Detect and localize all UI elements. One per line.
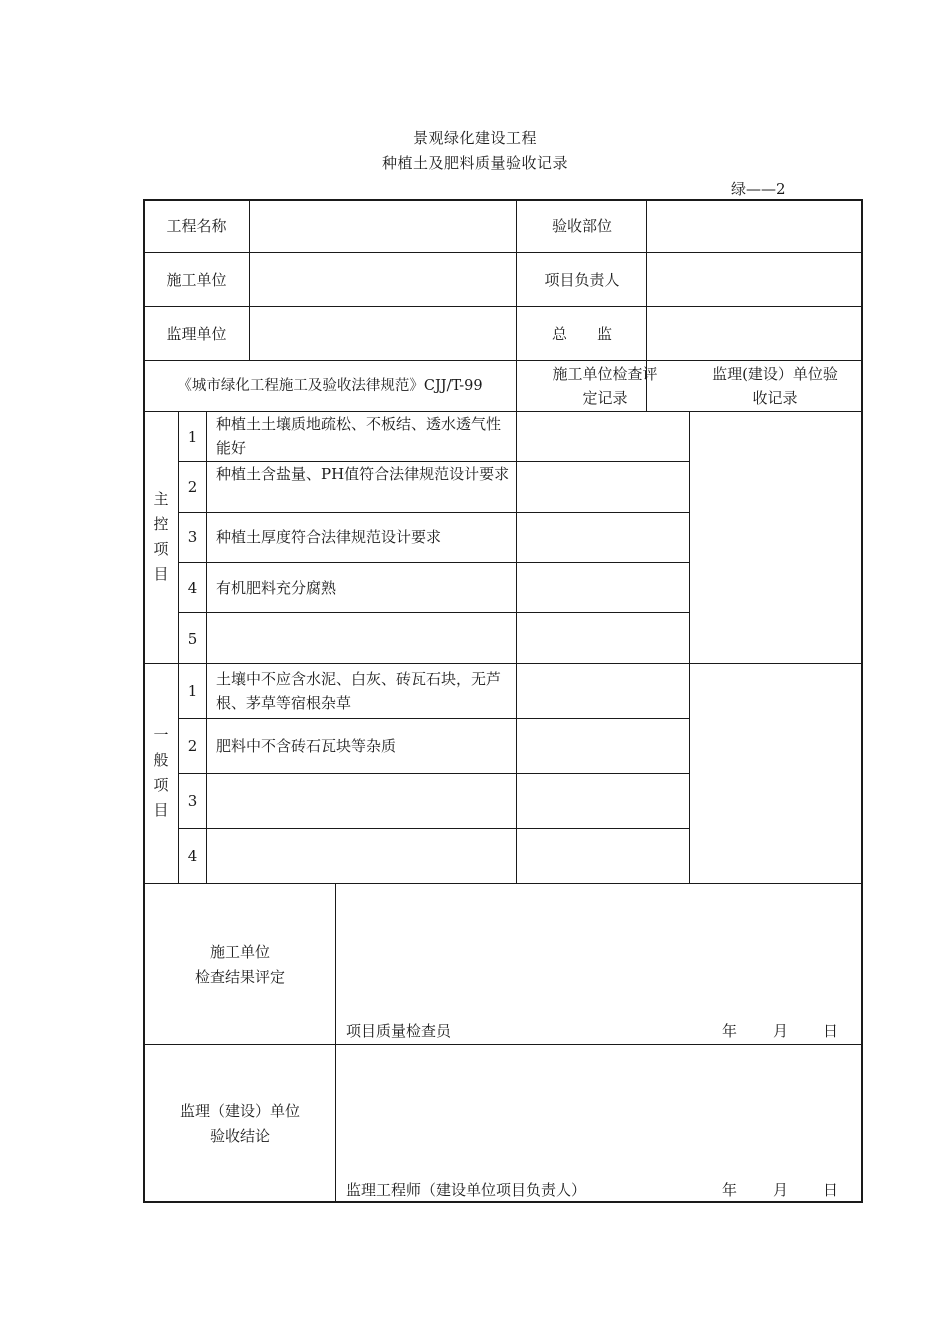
construction-result-label-line1: 施工单位	[209, 943, 270, 961]
item-text: 有机肥料充分腐熟	[216, 579, 337, 597]
page-subtitle: 种植土及肥料质量验收记录	[381, 154, 568, 172]
chief-supervisor-field[interactable]	[648, 308, 860, 358]
project-manager-field[interactable]	[648, 254, 860, 304]
acceptance-part-label: 验收部位	[551, 217, 612, 235]
day-label: 日	[823, 1181, 839, 1199]
item-number: 5	[187, 630, 198, 648]
item-number: 2	[187, 478, 198, 496]
section-divider	[143, 883, 862, 884]
item-number: 3	[187, 528, 198, 546]
standard-reference: 《城市绿化工程施工及验收法律规范》CJJ/T-99	[177, 378, 483, 394]
row-divider	[178, 612, 689, 613]
construction-result-label-line2: 检查结果评定	[194, 968, 285, 986]
day-label: 日	[823, 1022, 839, 1040]
row-divider	[143, 306, 862, 307]
year-label: 年	[722, 1181, 738, 1199]
item-number: 4	[187, 847, 198, 865]
supervision-unit-label: 监理单位	[166, 325, 227, 343]
item-text: 肥料中不含砖石瓦块等杂质	[216, 737, 397, 755]
item-text: 种植土含盐量、PH值符合法律规范设计要求	[216, 465, 510, 483]
supervision-result-label-line2: 验收结论	[209, 1127, 270, 1145]
supervising-engineer-label: 监理工程师（建设单位项目负责人）	[346, 1181, 587, 1199]
project-name-field[interactable]	[251, 201, 515, 251]
quality-inspector-label: 项目质量检查员	[346, 1022, 452, 1040]
row-divider	[178, 512, 689, 513]
item-number: 1	[187, 682, 198, 700]
item-number: 2	[187, 737, 198, 755]
page-title: 景观绿化建设工程	[412, 129, 537, 147]
supervision-accept-header: 监理(建设）单位验收记录	[712, 365, 838, 407]
item-number: 3	[187, 792, 198, 810]
section-divider	[143, 1044, 862, 1045]
row-divider	[178, 562, 689, 563]
row-divider	[178, 773, 689, 774]
construction-unit-field[interactable]	[251, 254, 515, 304]
row-divider	[143, 252, 862, 253]
item-text: 种植土厚度符合法律规范设计要求	[216, 528, 442, 546]
column-divider	[516, 199, 517, 883]
acceptance-part-field[interactable]	[648, 201, 860, 251]
item-text: 种植土土壤质地疏松、不板结、透水透气性能好	[216, 415, 502, 457]
item-number: 4	[187, 579, 198, 597]
column-divider	[206, 411, 207, 883]
main-items-label: 主控项目	[153, 490, 169, 583]
table-border-left	[143, 199, 145, 1203]
year-label: 年	[722, 1022, 738, 1040]
month-label: 月	[773, 1022, 789, 1040]
table-border-right	[861, 199, 863, 1203]
row-divider	[178, 828, 689, 829]
row-divider	[178, 718, 689, 719]
section-divider	[143, 663, 862, 664]
chief-supervisor-label: 总 监	[551, 325, 612, 343]
item-number: 1	[187, 428, 198, 446]
column-divider	[689, 411, 690, 883]
form-number: 绿——2	[731, 180, 786, 198]
general-items-label: 一般项目	[153, 726, 169, 819]
column-divider	[335, 883, 336, 1201]
item-text: 土壤中不应含水泥、白灰、砖瓦石块，无芦根、茅草等宿根杂草	[216, 670, 502, 712]
supervision-unit-field[interactable]	[251, 308, 515, 358]
construction-check-header: 施工单位检查评定记录	[552, 365, 658, 407]
supervision-result-label-line1: 监理（建设）单位	[179, 1102, 300, 1120]
month-label: 月	[773, 1181, 789, 1199]
project-manager-label: 项目负责人	[544, 271, 620, 289]
construction-unit-label: 施工单位	[166, 271, 227, 289]
row-divider	[143, 360, 862, 361]
project-name-label: 工程名称	[166, 217, 227, 235]
